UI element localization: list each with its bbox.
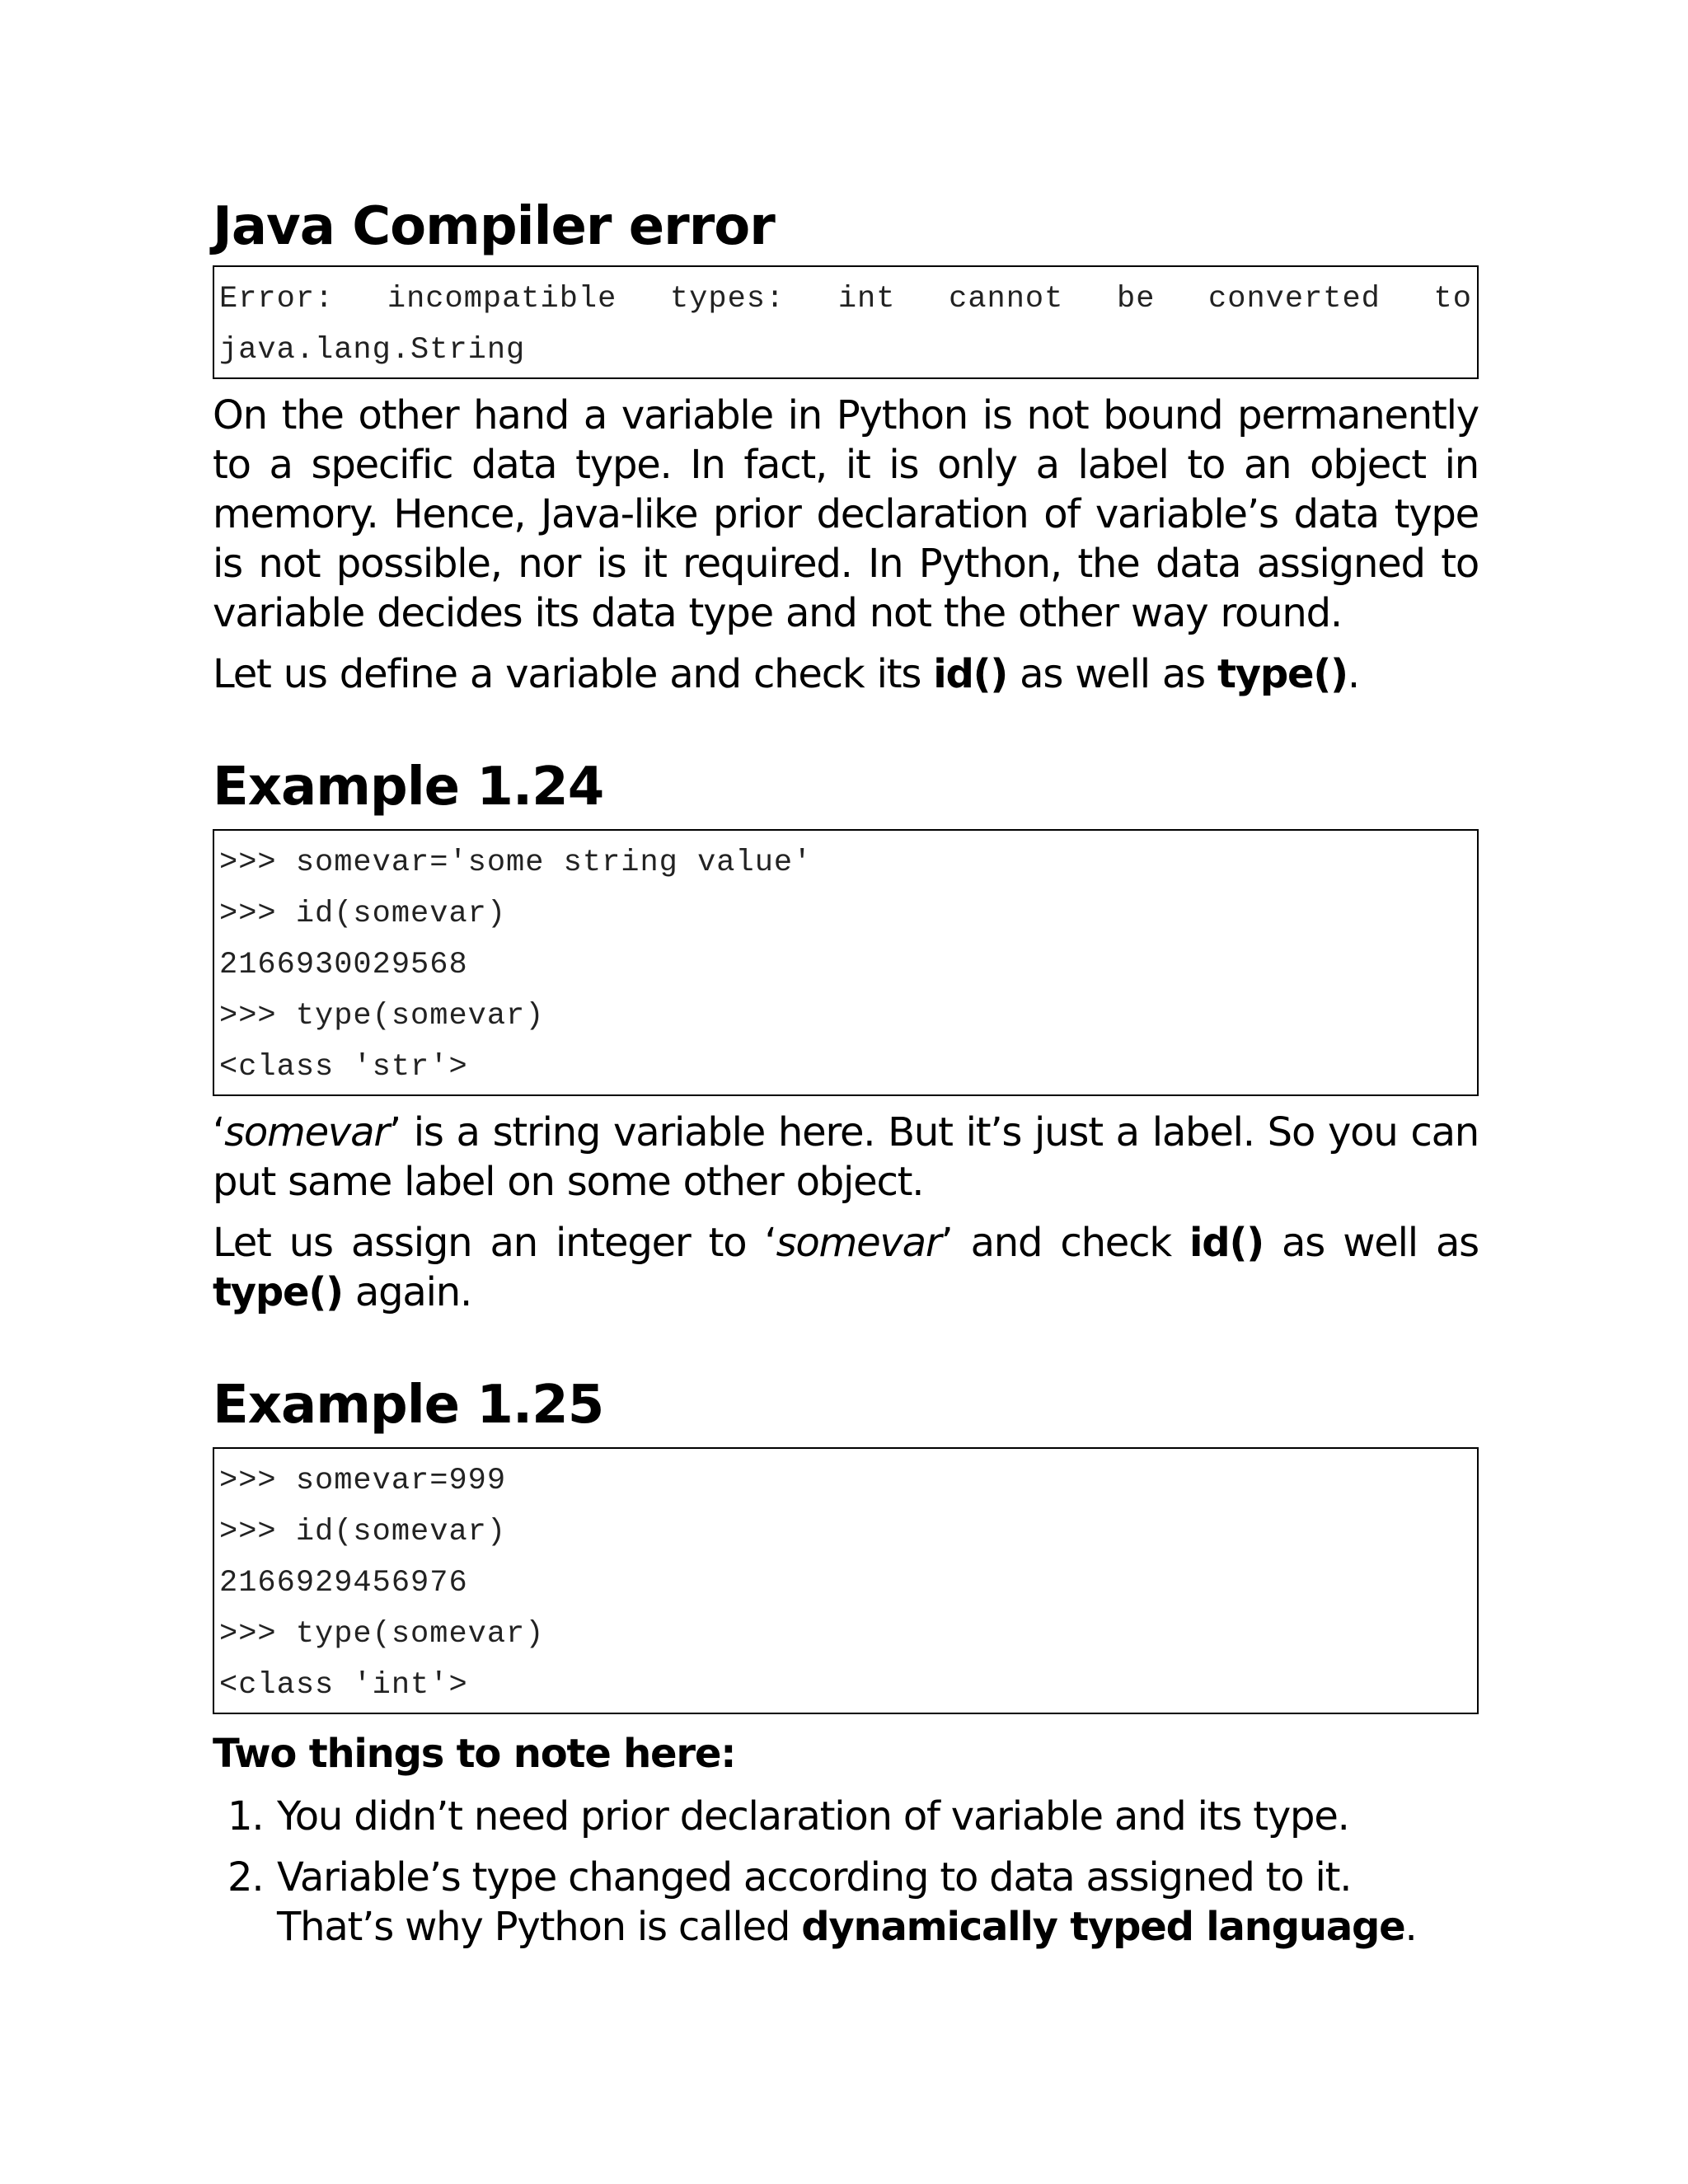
code-word: incompatible <box>387 282 617 316</box>
code-box-example-1-25 <box>213 1447 1479 1714</box>
paragraph-python-variables: On the other hand a variable in Python is not bound permanently to a specific data type. In fact, it is only a label to an object in memory. Hence, Java-like prior declaration of variable’s data type is not possible, nor is it required. In Python, the data assigned to variable decides its data type and not the other way round. <box>213 392 1479 636</box>
inline-code-id: id() <box>933 651 1008 697</box>
code-line: 2166930029568 <box>219 948 468 982</box>
code-line: >>> somevar='some string value' <box>219 846 813 880</box>
italic-somevar: somevar <box>776 1220 941 1266</box>
code-line: >>> type(somevar) <box>219 999 545 1033</box>
inline-code-type: type() <box>1217 651 1348 697</box>
list-item <box>213 1792 1479 1841</box>
italic-somevar: somevar <box>224 1109 389 1155</box>
inline-code-id: id() <box>1189 1220 1264 1266</box>
list-item <box>213 1853 1479 1952</box>
code-word: Error: <box>219 282 335 316</box>
code-word: cannot <box>949 282 1064 316</box>
list-number: 2. <box>227 1854 264 1900</box>
code-word: converted <box>1208 282 1381 316</box>
notes-list <box>213 1792 1479 1952</box>
code-line: java.lang.String <box>219 333 526 368</box>
code-line <box>219 274 1472 325</box>
code-line: >>> id(somevar) <box>219 897 507 931</box>
list-number: 1. <box>227 1793 264 1840</box>
code-word: int <box>837 282 896 316</box>
code-line: <class 'str'> <box>219 1050 468 1085</box>
paragraph-define-variable: Let us define a variable and check its id() as well as type(). <box>213 651 1359 697</box>
list-item-text: You didn’t need prior declaration of variable and its type. <box>277 1793 1349 1840</box>
code-word: be <box>1116 282 1156 316</box>
document-content <box>213 194 1479 1963</box>
code-line: <class 'int'> <box>219 1668 468 1703</box>
inline-code-type: type() <box>213 1269 343 1315</box>
example-title-1-25: Example 1.25 <box>213 1375 604 1436</box>
code-word: to <box>1433 282 1472 316</box>
code-box-example-1-24 <box>213 829 1479 1096</box>
list-item-text: Variable’s type changed according to data assigned to it. That’s why Python is called dynamically typed language. <box>277 1854 1417 1950</box>
section-title-java-compiler-error: Java Compiler error <box>213 196 775 257</box>
code-line: >>> id(somevar) <box>219 1515 507 1549</box>
notes-heading: Two things to note here: <box>213 1731 736 1777</box>
paragraph-assign-integer: Let us assign an integer to ‘somevar’ and check id() as well as type() again. <box>213 1220 1479 1315</box>
bold-term: dynamically typed language <box>801 1904 1405 1950</box>
code-word: types: <box>669 282 785 316</box>
code-box-java-error <box>213 265 1479 379</box>
example-title-1-24: Example 1.24 <box>213 757 604 818</box>
code-line: >>> somevar=999 <box>219 1464 507 1498</box>
code-line: 2166929456976 <box>219 1566 468 1601</box>
code-line: >>> type(somevar) <box>219 1617 545 1652</box>
paragraph-label-explanation: ‘somevar’ is a string variable here. But it’s just a label. So you can put same label on some other object. <box>213 1109 1479 1205</box>
